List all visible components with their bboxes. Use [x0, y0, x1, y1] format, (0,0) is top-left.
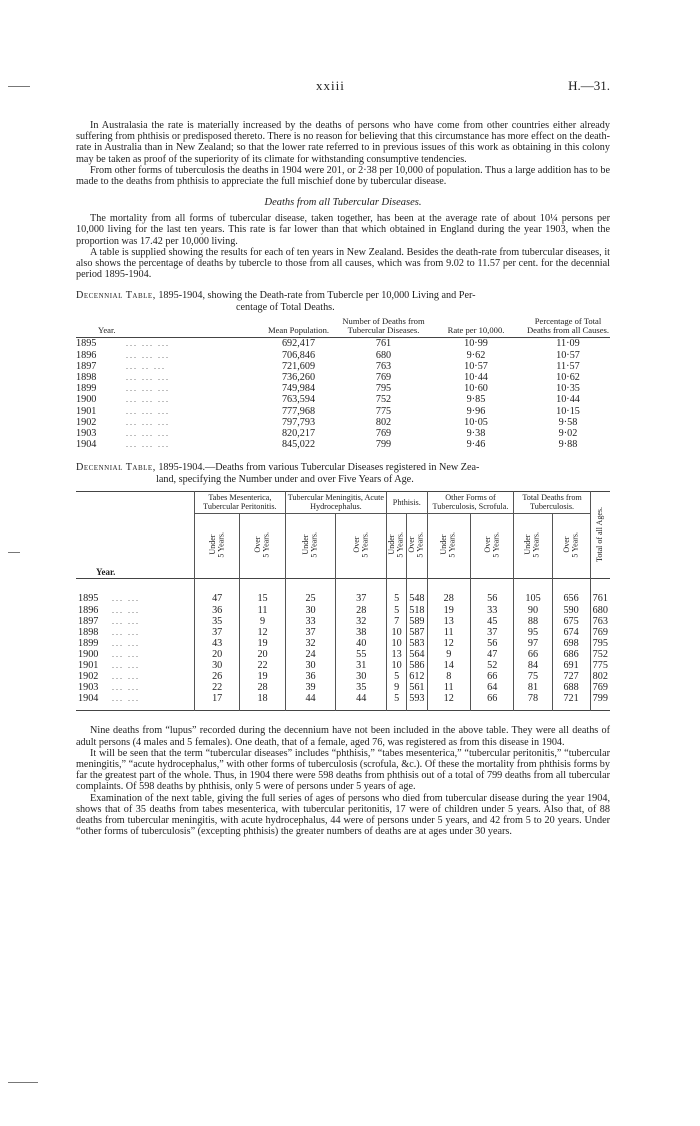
table2-cell-count: 593 — [407, 693, 427, 711]
table2-row — [76, 616, 610, 627]
table1-cell-population: 845,022 — [281, 439, 316, 451]
table1-cell-year: 1897 — [76, 360, 97, 372]
table1-cell-rate: 9·46 — [466, 439, 486, 451]
tubercular-diseases-table — [76, 491, 610, 711]
table1-cell-percentage: 10·15 — [556, 405, 580, 417]
table2-cell-count: 26 — [195, 671, 240, 682]
table2-cell-count: 44 — [336, 693, 387, 711]
table2-cell-total: 769 — [590, 627, 610, 638]
table2-cell-count: 31 — [336, 660, 387, 671]
table2-group-phthisis: Phthisis. — [387, 492, 427, 514]
table2-subheader-label: Under 5 Years. — [207, 532, 226, 558]
table2-cell-count: 5 — [387, 693, 407, 711]
table2-cell-count: 12 — [427, 693, 470, 711]
table2-cell-count: 105 — [514, 579, 552, 605]
margin-mark-bottom — [8, 1082, 38, 1083]
table2-cell-count: 32 — [285, 638, 336, 649]
table2-cell-leader-dots: ... ... — [112, 661, 140, 671]
table2-cell-count: 675 — [552, 616, 590, 627]
table1-row — [76, 428, 610, 439]
table2-row — [76, 638, 610, 649]
table1-header-percentage: Percentage of Total Deaths from all Causes. — [526, 316, 610, 336]
table2-row — [76, 671, 610, 682]
table2-cell-count: 37 — [470, 627, 514, 638]
table2-cell-count: 30 — [285, 660, 336, 671]
table1-cell-leader-dots: ... ... ... — [126, 395, 170, 405]
table1-cell-population: 749,984 — [281, 383, 316, 395]
table2-subheader-label: Under 5 Years. — [387, 532, 405, 558]
table1-row — [76, 383, 610, 394]
table2-cell-count: 518 — [407, 605, 427, 616]
table2-subheader-over-5-years — [336, 514, 387, 579]
table1-cell-leader-dots: ... ... ... — [126, 339, 170, 349]
table2-cell-count: 691 — [552, 660, 590, 671]
table2-cell-count: 12 — [427, 638, 470, 649]
table2-cell-leader-dots: ... ... — [112, 594, 140, 604]
table2-subheader-label: Over 5 Years. — [351, 532, 370, 558]
table1-cell-leader-dots: ... ... ... — [126, 417, 170, 427]
table2-cell-count: 66 — [514, 649, 552, 660]
table1-cell-population: 820,217 — [281, 428, 316, 440]
table2-cell-total: 802 — [590, 671, 610, 682]
table1-cell-deaths: 769 — [375, 428, 392, 440]
table2-cell-count: 15 — [240, 579, 285, 605]
margin-mark-middle — [8, 552, 20, 553]
table2-row — [76, 579, 610, 605]
table2-cell-count: 84 — [514, 660, 552, 671]
table1-cell-percentage: 10·44 — [556, 394, 580, 406]
table2-cell-count: 19 — [240, 671, 285, 682]
table1-cell-year: 1900 — [76, 394, 97, 406]
table2-cell-count: 5 — [387, 671, 407, 682]
table1-cell-deaths: 761 — [375, 338, 392, 350]
table2-subheader-over-5-years — [240, 514, 285, 579]
table1-cell-population: 692,417 — [281, 338, 316, 350]
table2-cell-count: 727 — [552, 671, 590, 682]
table1-header-row — [76, 317, 610, 338]
table2-cell-count: 66 — [470, 671, 514, 682]
table1-header-rate: Rate per 10,000. — [447, 325, 505, 336]
table2-cell-count: 11 — [427, 627, 470, 638]
table2-subheader-label: Over 5 Years. — [407, 532, 425, 558]
table2-cell-leader-dots: ... ... — [112, 627, 140, 637]
paragraph-next-table: Examination of the next table, giving the full series of ages of persons who died from tubercular disease during the year 1904, shows that of 35 deaths from tabes mesenterica, with tubercular peritonitis, 17 were of children under 5 years. Also that, of 88 deaths from tubercular meningitis, with acute hydrocephalus, 44 were of persons under 5 years, and 42 from 5 to 20 years. Under “other forms of tuberculosis” (excepting phthisis) the greater numbers of deaths are at ages under 30 years. — [76, 792, 610, 838]
table2-cell-count: 36 — [195, 605, 240, 616]
table1-cell-rate: 10·05 — [464, 416, 488, 428]
table2-cell-count: 561 — [407, 682, 427, 693]
table2-cell-count: 43 — [195, 638, 240, 649]
table2-subheader-label: Over 5 Years. — [482, 532, 501, 558]
table2-cell-count: 721 — [552, 693, 590, 711]
paragraph-mortality: The mortality from all forms of tubercular disease, taken together, has been at the average rate of about 10¼ persons per 10,000 living for the last ten years. This rate is far lower than that which obtained in England during the year 1903, when the proportion was 17.42 per 10,000 living. — [76, 213, 610, 247]
table1-cell-population: 777,968 — [281, 405, 316, 417]
table2-cell-leader-dots: ... ... — [112, 649, 140, 659]
table2-cell-count: 45 — [470, 616, 514, 627]
table2-subheader-label: Over 5 Years. — [252, 532, 271, 558]
table1-row — [76, 417, 610, 428]
table1-cell-population: 706,846 — [281, 349, 316, 361]
table1-cell-percentage: 10·57 — [556, 349, 580, 361]
table1-row — [76, 361, 610, 372]
table2-cell-count: 55 — [336, 649, 387, 660]
table1-cell-percentage: 9·58 — [558, 416, 578, 428]
table2-cell-leader-dots: ... ... — [112, 638, 140, 648]
table2-cell-count: 14 — [427, 660, 470, 671]
table1-cell-year: 1899 — [76, 383, 97, 395]
table2-cell-count: 8 — [427, 671, 470, 682]
table1-cell-percentage: 9·02 — [558, 428, 578, 440]
table2-cell-count: 10 — [387, 660, 407, 671]
table2-cell-count: 7 — [387, 616, 407, 627]
table2-cell-count: 17 — [195, 693, 240, 711]
table2-cell-count: 564 — [407, 649, 427, 660]
table2-cell-total: 769 — [590, 682, 610, 693]
table2-total-all-ages-label: Total of all Ages. — [595, 506, 605, 562]
table2-cell-count: 75 — [514, 671, 552, 682]
table2-cell-year: 1901 — [78, 660, 99, 672]
table2-cell-count: 52 — [470, 660, 514, 671]
table2-row — [76, 627, 610, 638]
table2-cell-leader-dots: ... ... — [112, 616, 140, 626]
table2-cell-year: 1898 — [78, 626, 99, 638]
paragraph-australasia: In Australasia the rate is materially increased by the deaths of persons who have come from other countries either already suffering from phthisis or predisposed thereto. There is no reason for believing that this circumstance has more effect on the death-rate in Australia than in New Zealand; so that the lower rate referred to in previous issues of this work as obtaining in this colony may be taken as proof of the superiority of its climate for withstanding consumptive tendencies. — [76, 120, 610, 165]
table2-cell-count: 40 — [336, 638, 387, 649]
table2-caption-continued: land, specifying the Number under and over Five Years of Age. — [156, 473, 414, 485]
table1-cell-deaths: 802 — [375, 416, 392, 428]
table2-subheader-under-5-years — [427, 514, 470, 579]
table2-cell-count: 9 — [427, 649, 470, 660]
table2-cell-count: 20 — [240, 649, 285, 660]
table1-cell-deaths: 763 — [375, 360, 392, 372]
table1-caption — [76, 290, 610, 313]
table2-cell-count: 688 — [552, 682, 590, 693]
table1-cell-rate: 9·62 — [466, 349, 486, 361]
table1-row — [76, 350, 610, 361]
table2-cell-count: 12 — [240, 627, 285, 638]
table1-cell-year: 1898 — [76, 372, 97, 384]
table2-cell-count: 56 — [470, 579, 514, 605]
table2-cell-count: 698 — [552, 638, 590, 649]
table2-cell-count: 30 — [285, 605, 336, 616]
table2-cell-count: 20 — [195, 649, 240, 660]
table2-cell-count: 583 — [407, 638, 427, 649]
table2-cell-count: 11 — [240, 605, 285, 616]
table2-cell-count: 24 — [285, 649, 336, 660]
table2-cell-count: 97 — [514, 638, 552, 649]
table2-cell-year: 1902 — [78, 671, 99, 683]
table2-cell-count: 28 — [336, 605, 387, 616]
table2-cell-count: 28 — [240, 682, 285, 693]
table2-cell-count: 88 — [514, 616, 552, 627]
table2-cell-count: 9 — [240, 616, 285, 627]
table1-cell-leader-dots: ... ... ... — [126, 384, 170, 394]
table1-cell-year: 1896 — [76, 349, 97, 361]
table2-cell-count: 28 — [427, 579, 470, 605]
table2-cell-count: 37 — [336, 579, 387, 605]
table2-cell-count: 47 — [470, 649, 514, 660]
table2-cell-count: 81 — [514, 682, 552, 693]
table2-cell-year: 1899 — [78, 637, 99, 649]
table2-cell-count: 36 — [285, 671, 336, 682]
table2-cell-year: 1903 — [78, 682, 99, 694]
table1-row — [76, 406, 610, 417]
document-reference: H.—31. — [568, 78, 610, 93]
table2-cell-count: 35 — [336, 682, 387, 693]
table2-cell-count: 13 — [427, 616, 470, 627]
page-number: xxiii — [316, 78, 345, 93]
table2-subheader-label: Under 5 Years. — [439, 532, 457, 558]
table1-cell-percentage: 9·88 — [558, 439, 578, 451]
table2-subheader-over-5-years — [470, 514, 514, 579]
document-page — [76, 78, 610, 837]
table2-cell-count: 22 — [240, 660, 285, 671]
table1-cell-leader-dots: ... .. ... — [126, 361, 166, 371]
table2-cell-count: 5 — [387, 605, 407, 616]
section-heading: Deaths from all Tubercular Diseases. — [264, 197, 422, 209]
table2-row — [76, 605, 610, 616]
table1-cell-percentage: 10·62 — [556, 372, 580, 384]
table2-cell-count: 5 — [387, 579, 407, 605]
table2-cell-total: 752 — [590, 649, 610, 660]
table2-cell-leader-dots: ... ... — [112, 694, 140, 704]
table2-cell-count: 11 — [427, 682, 470, 693]
table2-row — [76, 649, 610, 660]
table2-cell-count: 32 — [336, 616, 387, 627]
table2-cell-count: 35 — [195, 616, 240, 627]
table1-cell-year: 1903 — [76, 428, 97, 440]
page-header — [76, 78, 610, 100]
table2-cell-count: 10 — [387, 627, 407, 638]
table2-cell-count: 9 — [387, 682, 407, 693]
table1-cell-rate: 10·57 — [464, 360, 488, 372]
margin-mark-top — [8, 86, 30, 87]
table2-cell-count: 90 — [514, 605, 552, 616]
table1-cell-leader-dots: ... ... ... — [126, 350, 170, 360]
table1-cell-year: 1901 — [76, 405, 97, 417]
death-rate-table — [76, 317, 610, 450]
table1-cell-year: 1895 — [76, 338, 97, 350]
table2-cell-count: 586 — [407, 660, 427, 671]
table1-cell-rate: 10·60 — [464, 383, 488, 395]
table2-cell-count: 30 — [336, 671, 387, 682]
table1-cell-year: 1902 — [76, 416, 97, 428]
table1-cell-leader-dots: ... ... ... — [126, 406, 170, 416]
table2-cell-count: 95 — [514, 627, 552, 638]
table2-subheader-label: Under 5 Years. — [523, 532, 542, 558]
table2-caption-lead: Decennial Table, — [76, 462, 156, 474]
table2-cell-total: 761 — [590, 579, 610, 605]
table2-cell-count: 548 — [407, 579, 427, 605]
table1-row — [76, 439, 610, 450]
table1-row — [76, 372, 610, 383]
table2-subheader-under-5-years — [387, 514, 407, 579]
table2-subheader-label: Under 5 Years. — [300, 532, 319, 558]
table1-cell-rate: 9·96 — [466, 405, 486, 417]
table2-cell-count: 589 — [407, 616, 427, 627]
table2-subheader-over-5-years — [407, 514, 427, 579]
table2-cell-count: 686 — [552, 649, 590, 660]
table2-cell-count: 37 — [195, 627, 240, 638]
table1-cell-rate: 10·44 — [464, 372, 488, 384]
table2-cell-count: 33 — [285, 616, 336, 627]
table1-row — [76, 394, 610, 405]
table2-subheader-under-5-years — [285, 514, 336, 579]
table2-caption-main: 1895-1904.—Deaths from various Tubercular Diseases registered in New Zea- — [158, 462, 480, 474]
table2-cell-year: 1895 — [78, 593, 99, 605]
table2-cell-total: 775 — [590, 660, 610, 671]
table2-cell-count: 19 — [240, 638, 285, 649]
table2-cell-count: 612 — [407, 671, 427, 682]
table1-cell-population: 763,594 — [281, 394, 316, 406]
table2-subheader-under-5-years — [514, 514, 552, 579]
table1-cell-leader-dots: ... ... ... — [126, 429, 170, 439]
table2-cell-count: 18 — [240, 693, 285, 711]
table1-header-population: Mean Population. — [267, 325, 330, 336]
table2-group-tabes: Tabes Mesenterica, Tubercular Peritonitis. — [195, 492, 286, 514]
table1-header-year: Year. — [98, 325, 116, 336]
table1-caption-continued: centage of Total Deaths. — [236, 301, 335, 313]
paragraph-term-definition: It will be seen that the term “tubercular diseases” includes “phthisis,” “tabes mesenterica,” “tubercular peritonitis,” “tubercular meningitis,” “acute hydrocephalus,” with other forms of tuberculosis (scrofula, &c.). Of these the mortality from phthisis forms by far the greatest part of the whole. Thus, in 1904 there were 598 deaths from phthisis out of a total of 799 deaths from all tubercular complaints. Of 598 deaths by phthisis, only 5 were of persons under 5 years of age. — [76, 747, 610, 793]
table1-header-deaths: Number of Deaths from Tubercular Diseases. — [342, 316, 425, 336]
paragraph-lupus: Nine deaths from “lupus” recorded during the decennium have not been included in the above table. They were all deaths of adult persons (4 males and 5 females). One death, that of a female, aged 76, was registered as from this disease in 1904. — [76, 725, 610, 748]
table2-cell-leader-dots: ... ... — [112, 683, 140, 693]
table1-cell-rate: 9·85 — [466, 394, 486, 406]
table2-cell-count: 39 — [285, 682, 336, 693]
table1-cell-deaths: 769 — [375, 372, 392, 384]
table2-row — [76, 660, 610, 671]
table2-cell-total: 795 — [590, 638, 610, 649]
table1-cell-deaths: 799 — [375, 439, 392, 451]
table2-cell-year: 1897 — [78, 615, 99, 627]
table2-header-year: Year. — [96, 566, 116, 577]
table1-cell-percentage: 11·09 — [556, 338, 580, 350]
table2-cell-total: 680 — [590, 605, 610, 616]
table2-cell-total: 763 — [590, 616, 610, 627]
table2-group-other-forms: Other Forms of Tuberculosis, Scrofula. — [427, 492, 514, 514]
table2-cell-year: 1900 — [78, 648, 99, 660]
table1-cell-leader-dots: ... ... ... — [126, 440, 170, 450]
table2-cell-count: 22 — [195, 682, 240, 693]
table2-cell-count: 47 — [195, 579, 240, 605]
table1-row — [76, 338, 610, 350]
table2-cell-count: 656 — [552, 579, 590, 605]
table2-cell-count: 64 — [470, 682, 514, 693]
table1-cell-deaths: 775 — [375, 405, 392, 417]
table1-cell-year: 1904 — [76, 439, 97, 451]
table2-subheader-under-5-years — [195, 514, 240, 579]
table2-cell-count: 66 — [470, 693, 514, 711]
table1-cell-population: 736,260 — [281, 372, 316, 384]
table2-cell-count: 44 — [285, 693, 336, 711]
table2-group-total-deaths: Total Deaths from Tuberculosis. — [514, 492, 590, 514]
table2-cell-count: 30 — [195, 660, 240, 671]
table2-cell-count: 587 — [407, 627, 427, 638]
table2-cell-count: 13 — [387, 649, 407, 660]
table2-cell-leader-dots: ... ... — [112, 605, 140, 615]
table2-cell-leader-dots: ... ... — [112, 672, 140, 682]
table1-cell-population: 721,609 — [281, 360, 316, 372]
table1-cell-population: 797,793 — [281, 416, 316, 428]
table1-caption-lead: Decennial Table, — [76, 290, 156, 302]
table2-row — [76, 693, 610, 711]
table2-cell-count: 590 — [552, 605, 590, 616]
table2-group-meningitis: Tubercular Meningitis, Acute Hydrocephalus. — [285, 492, 386, 514]
paragraph-other-forms: From other forms of tuberculosis the deaths in 1904 were 201, or 2·38 per 10,000 of population. Thus a large addition has to be made to the deaths from phthisis to appreciate the full mischief done by tubercular disease. — [76, 164, 610, 188]
table2-cell-count: 674 — [552, 627, 590, 638]
table1-cell-percentage: 10·35 — [556, 383, 580, 395]
table2-subheader-label: Over 5 Years. — [561, 532, 580, 558]
table2-cell-count: 38 — [336, 627, 387, 638]
table2-cell-count: 33 — [470, 605, 514, 616]
table1-cell-rate: 10·99 — [464, 338, 488, 350]
table1-cell-rate: 9·38 — [466, 428, 486, 440]
paragraph-table-intro: A table is supplied showing the results for each of ten years in New Zealand. Besides the death-rate from tubercular diseases, it also shows the percentage of deaths by tubercle to those from all causes, which was from 9.02 to 11.57 per cent. for the decennial period 1895-1904. — [76, 246, 610, 281]
table2-cell-count: 25 — [285, 579, 336, 605]
table1-cell-deaths: 795 — [375, 383, 392, 395]
table2-cell-count: 56 — [470, 638, 514, 649]
table1-cell-percentage: 11·57 — [556, 360, 580, 372]
table2-cell-year: 1896 — [78, 604, 99, 616]
table2-row — [76, 682, 610, 693]
table1-caption-main: 1895-1904, showing the Death-rate from Tubercle per 10,000 Living and Per- — [158, 290, 476, 302]
table1-cell-deaths: 752 — [375, 394, 392, 406]
table2-cell-count: 10 — [387, 638, 407, 649]
table2-group-row — [76, 492, 610, 514]
table2-subheader-over-5-years — [552, 514, 590, 579]
table2-cell-count: 19 — [427, 605, 470, 616]
table2-cell-count: 78 — [514, 693, 552, 711]
table2-cell-total: 799 — [590, 693, 610, 711]
table2-cell-count: 37 — [285, 627, 336, 638]
table2-header-total-all-ages — [590, 492, 610, 579]
table1-cell-deaths: 680 — [375, 349, 392, 361]
table2-caption — [76, 462, 610, 485]
table2-cell-year: 1904 — [78, 693, 99, 705]
table1-cell-leader-dots: ... ... ... — [126, 373, 170, 383]
